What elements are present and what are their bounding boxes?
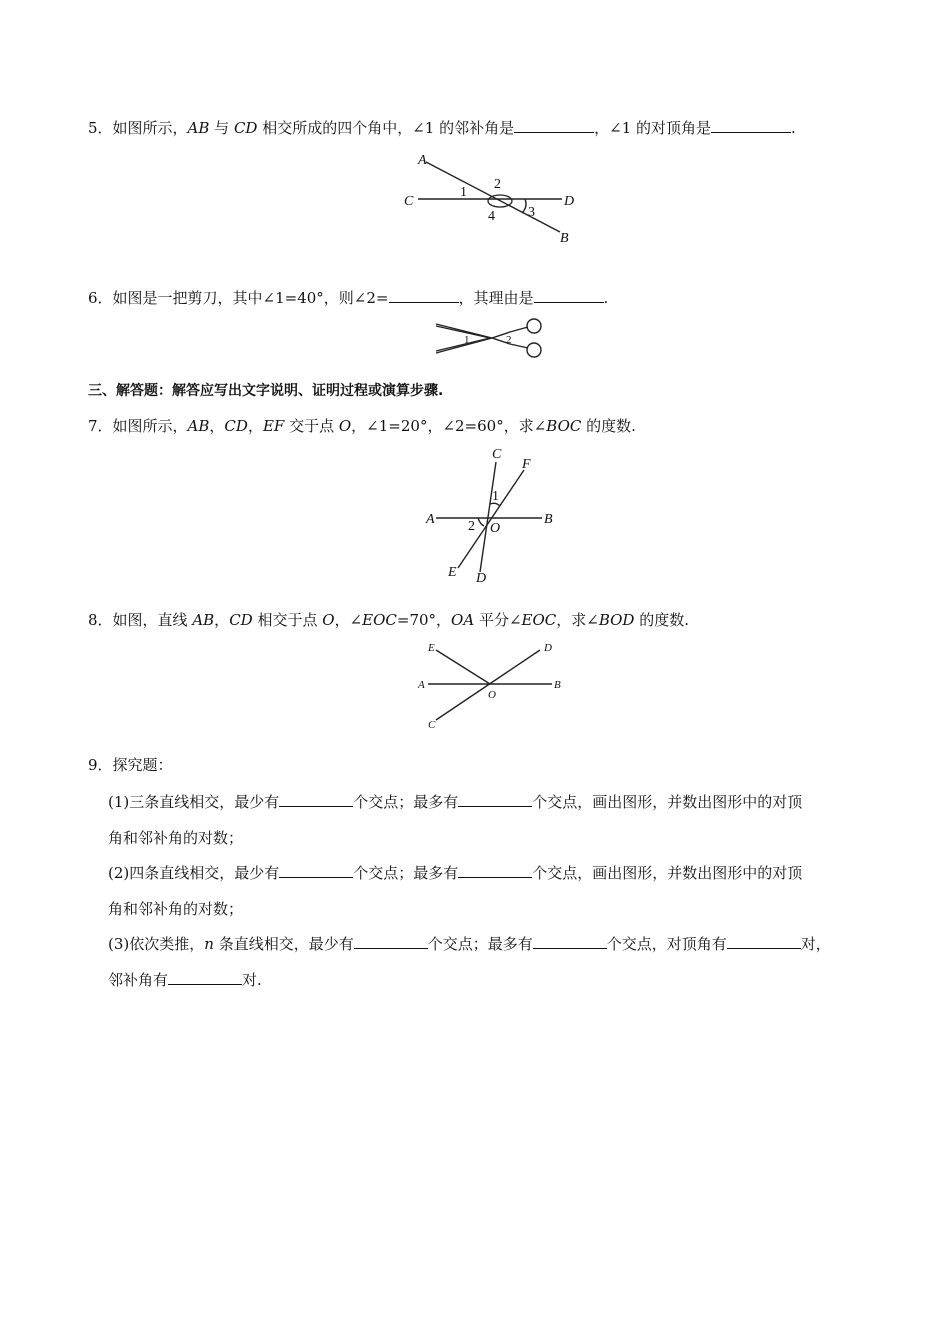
q8-t4: 平分∠ [474, 611, 522, 629]
q7-label-c: C [492, 447, 502, 462]
q8-t5: ，求∠ [556, 611, 599, 629]
q8-label-e: E [428, 642, 435, 654]
q6-blade-lower-edge [436, 338, 490, 351]
q7-c1: ， [209, 417, 225, 435]
q9-part1-line2: 角和邻补角的对数； [108, 829, 244, 847]
q6-blank-1[interactable] [389, 288, 459, 303]
q7-cd: CD [224, 417, 248, 435]
q6-blade-upper-edge [436, 326, 490, 338]
q7-label-b: B [544, 512, 553, 527]
q8-ray-oe [436, 650, 490, 684]
q8-eoc2: EOC [521, 611, 557, 629]
q8-text [88, 610, 689, 630]
q7-o: O [338, 417, 352, 435]
q8-label-d: D [544, 642, 552, 654]
q7-angle-1: 1 [492, 489, 499, 504]
q8-label-a: A [418, 679, 425, 691]
q7-angle2-arc [478, 518, 484, 526]
q9-p3-blank-4[interactable] [168, 970, 242, 985]
q6-t1: ，其理由是 [458, 289, 534, 307]
q5-angle-2: 2 [494, 177, 501, 192]
q5-t2: 相交所成的四个角中，∠1 的邻补角是 [257, 119, 515, 137]
q9-p3d: 个交点，对顶角有 [606, 935, 727, 953]
q8-eoc: EOC [362, 611, 397, 629]
q9-p2b: 个交点；最多有 [353, 864, 459, 882]
q8-t3: =70°， [396, 611, 452, 629]
q5-cd: CD [233, 119, 258, 137]
q9-p1c: 个交点，画出图形，并数出图形中的对顶 [532, 793, 803, 811]
q5-t4: . [791, 119, 796, 137]
q7-t3: 的度数. [581, 417, 636, 435]
q9-part3-line2 [108, 970, 262, 990]
q8-figure [412, 638, 577, 730]
q6-scissors-figure [432, 316, 547, 362]
q9-part2-line2: 角和邻补角的对数； [108, 900, 244, 918]
q6-handle-upper [527, 319, 541, 333]
q7-ef: EF [262, 417, 285, 435]
q7-number: 7．如图所示， [88, 417, 188, 435]
q8-t2: ，∠ [334, 611, 363, 629]
q7-figure [420, 444, 570, 589]
q6-angle-2: 2 [506, 334, 512, 346]
q9-part1-line1 [108, 792, 802, 812]
q9-p3g: 对. [242, 971, 262, 989]
q5-figure [400, 150, 590, 250]
q8-ab: AB [192, 611, 215, 629]
q6-text [88, 288, 608, 308]
q5-t1: 与 [209, 119, 234, 137]
q9-p2a: (2)四条直线相交，最少有 [108, 864, 280, 882]
q5-number: 5．如图所示， [88, 119, 188, 137]
q8-cd: CD [229, 611, 253, 629]
q8-oa: OA [451, 611, 475, 629]
q9-p3-blank-3[interactable] [727, 934, 801, 949]
q5-ab: AB [187, 119, 210, 137]
q7-t1: 交于点 [284, 417, 339, 435]
q9-p3-blank-2[interactable] [533, 934, 607, 949]
q9-p1b: 个交点；最多有 [353, 793, 459, 811]
q5-blank-2[interactable] [711, 118, 791, 133]
q7-label-d: D [476, 571, 487, 586]
q7-label-o: O [490, 521, 501, 536]
q9-p1a: (1)三条直线相交，最少有 [108, 793, 280, 811]
q7-angle-2: 2 [468, 519, 475, 534]
q5-angle-1: 1 [460, 185, 467, 200]
q8-label-o: O [488, 689, 496, 701]
q5-label-d: D [564, 194, 575, 209]
q5-label-b: B [560, 231, 569, 246]
q5-angle3-arc [522, 199, 526, 213]
q9-p1-blank-2[interactable] [458, 792, 532, 807]
q5-angle-3: 3 [528, 205, 535, 220]
q7-line-cd [480, 462, 496, 572]
q8-o: O [322, 611, 335, 629]
q8-label-c: C [428, 719, 436, 731]
q7-c2: ， [247, 417, 263, 435]
q9-p3e: 对， [800, 935, 831, 953]
q9-p2-blank-1[interactable] [279, 863, 353, 878]
q6-angle-1: 1 [464, 334, 470, 346]
q8-c1: ， [214, 611, 230, 629]
section-3-heading: 三、解答题：解答应写出文字说明、证明过程或演算步骤. [88, 383, 444, 399]
q5-label-a: A [418, 153, 427, 168]
q7-boc: BOC [546, 417, 582, 435]
q7-label-f: F [522, 457, 531, 472]
q9-p2-blank-2[interactable] [458, 863, 532, 878]
q8-label-b: B [554, 679, 561, 691]
q6-handle-lower [527, 343, 541, 357]
q9-p1-blank-1[interactable] [279, 792, 353, 807]
q9-n: n [204, 935, 214, 953]
q6-t2: . [603, 289, 609, 307]
q5-blank-1[interactable] [514, 118, 594, 133]
q9-title: 9．探究题： [88, 756, 173, 774]
q6-number: 6．如图是一把剪刀，其中∠1=40°，则∠2= [88, 289, 389, 307]
q7-label-e: E [448, 565, 457, 580]
q6-blank-2[interactable] [534, 288, 604, 303]
q8-t6: 的度数. [634, 611, 689, 629]
q7-t2: ，∠1=20°，∠2=60°，求∠ [351, 417, 547, 435]
q9-p3f: 邻补角有 [108, 971, 169, 989]
q5-angle-4: 4 [488, 209, 495, 224]
q7-ab: AB [187, 417, 210, 435]
q9-p3b: 条直线相交，最少有 [213, 935, 354, 953]
q8-bod: BOD [598, 611, 635, 629]
q8-t1: 相交于点 [252, 611, 323, 629]
q8-number: 8．如图，直线 [88, 611, 193, 629]
q7-label-a: A [426, 512, 435, 527]
q7-text [88, 416, 636, 436]
q5-label-c: C [404, 194, 414, 209]
q9-part2-line1 [108, 863, 802, 883]
q9-p2c: 个交点，画出图形，并数出图形中的对顶 [532, 864, 803, 882]
q9-p3-blank-1[interactable] [354, 934, 428, 949]
q5-text [88, 118, 796, 138]
q9-p3a: (3)依次类推， [108, 935, 205, 953]
q5-t3: ，∠1 的对顶角是 [594, 119, 712, 137]
q9-part3-line1 [108, 934, 831, 954]
q9-p3c: 个交点；最多有 [427, 935, 533, 953]
